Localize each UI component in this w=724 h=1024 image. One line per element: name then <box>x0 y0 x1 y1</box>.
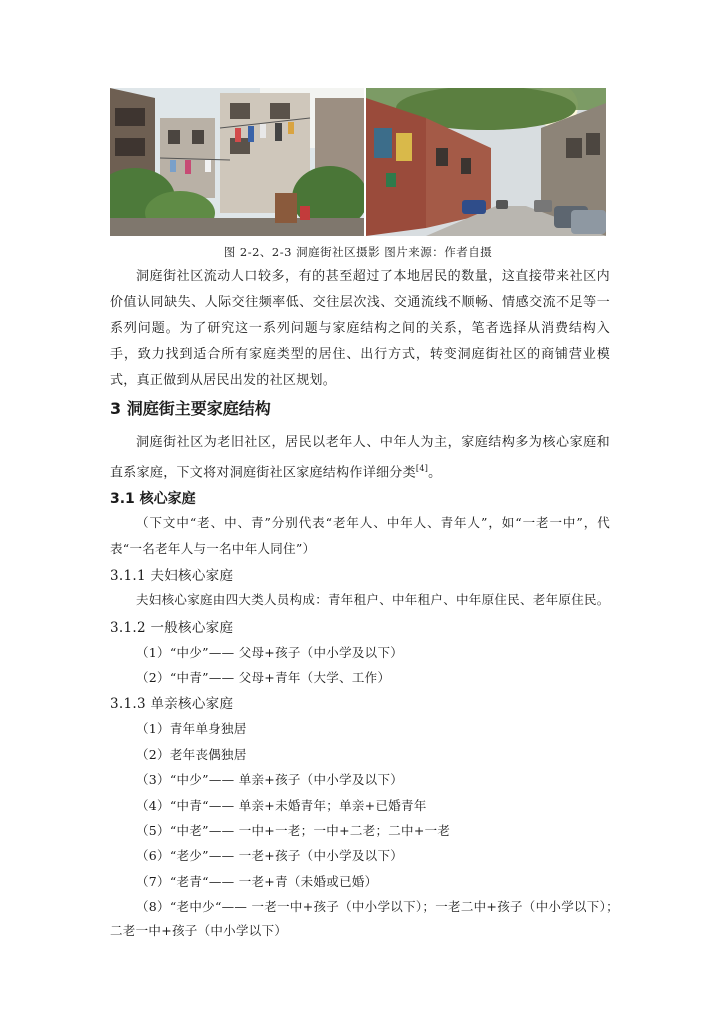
section-3-1-3-heading: 3.1.3 单亲核心家庭 <box>110 696 234 712</box>
list-item-continuation: 二老一中+孩子（中小学以下） <box>110 923 288 938</box>
courtyard-image <box>110 88 364 236</box>
list-item: （2）老年丧偶独居 <box>136 747 247 762</box>
section-3-heading: 3 洞庭街主要家庭结构 <box>110 399 271 418</box>
section-3-1-note: （下文中“老、中、青”分别代表“老年人、中年人、青年人”，如“一老一中”，代表“一名老年人与一名中年人同住”） <box>110 515 610 556</box>
list-item: （3）“中少”—— 单亲+孩子（中小学及以下） <box>136 772 404 787</box>
section-3-1-heading: 3.1 核心家庭 <box>110 491 196 507</box>
section-3-text-end: 。 <box>428 465 442 481</box>
photo-courtyard <box>110 88 364 236</box>
photo-pair <box>110 88 606 236</box>
list-item: （4）“中青“—— 单亲+未婚青年；单亲+已婚青年 <box>136 798 427 813</box>
section-3-1-1-text: 夫妇核心家庭由四大类人员构成：青年租户、中年租户、中年原住民、老年原住民。 <box>136 592 610 607</box>
list-item: （1）“中少”—— 父母+孩子（中小学及以下） <box>136 645 404 660</box>
street-image <box>366 88 606 236</box>
section-3-text: 洞庭街社区为老旧社区，居民以老年人、中年人为主，家庭结构多为核心家庭和直系家庭，下文将对洞庭街社区家庭结构作详细分类 <box>110 435 610 481</box>
list-item: （8）“老中少“—— 一老一中+孩子（中小学以下）；一老二中+孩子（中小学以下）； <box>136 899 619 914</box>
section-3-paragraph <box>110 430 610 486</box>
section-3-1-1-heading: 3.1.1 夫妇核心家庭 <box>110 568 234 584</box>
list-item: （1）青年单身独居 <box>136 721 247 736</box>
figure-caption: 图 2-2、2-3 洞庭街社区摄影 图片来源：作者自摄 <box>223 245 493 259</box>
section-3-1-2-heading: 3.1.2 一般核心家庭 <box>110 620 234 636</box>
list-item: （2）“中青”—— 父母+青年（大学、工作） <box>136 670 391 685</box>
list-item: （5）“中老”—— 一中+一老；一中+二老；二中+一老 <box>136 823 451 838</box>
list-item: （6）“老少”—— 一老+孩子（中小学及以下） <box>136 848 404 863</box>
photo-street <box>366 88 606 236</box>
list-item: （7）“老青“—— 一老+青（未婚或已婚） <box>136 874 378 889</box>
intro-paragraph: 洞庭街社区流动人口较多，有的甚至超过了本地居民的数量，这直接带来社区内价值认同缺失、人际交往频率低、交往层次浅、交通流线不顺畅、情感交流不足等一系列问题。为了研究这一系列问题与家庭结构之间的关系，笔者选择从消费结构入手，致力找到适合所有家庭类型的居住、出行方式，转变洞庭街社区的商铺营业模式，真正做到从居民出发的社区规划。 <box>110 269 610 388</box>
citation-4: [4] <box>415 464 429 473</box>
